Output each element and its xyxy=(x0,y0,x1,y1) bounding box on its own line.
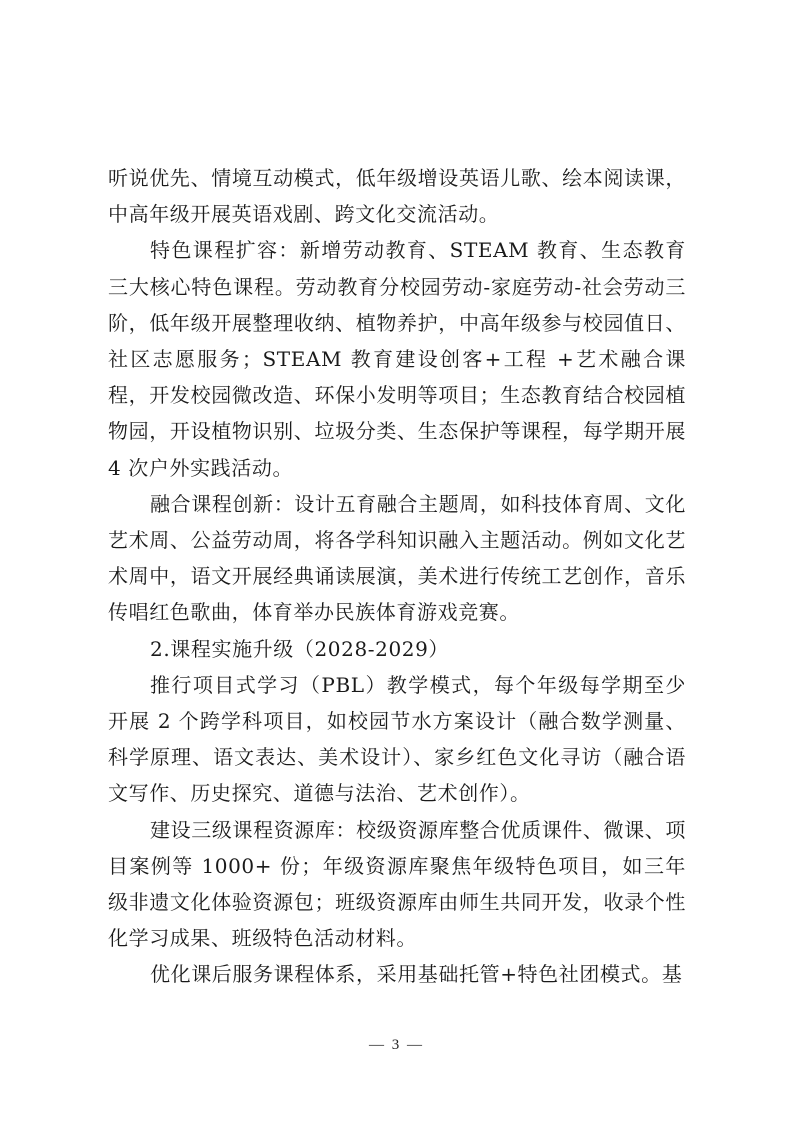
paragraph-4: 推行项目式学习（PBL）教学模式，每个年级每学期至少开展 2 个跨学科项目，如校园节水方案设计（融合数学测量、科学原理、语文表达、美术设计）、家乡红色文化寻访（融合语文写作、历史探究、道德与法治、艺术创作）。 xyxy=(108,672,686,806)
page-number: — 3 — xyxy=(369,1037,424,1053)
document-body xyxy=(108,160,686,993)
paragraph-1: 听说优先、情境互动模式，低年级增设英语儿歌、绘本阅读课，中高年级开展英语戏剧、跨文化交流活动。 xyxy=(108,166,686,227)
paragraph-2: 特色课程扩容：新增劳动教育、STEAM 教育、生态教育三大核心特色课程。劳动教育分校园劳动-家庭劳动-社会劳动三阶，低年级开展整理收纳、植物养护，中高年级参与校园值日、社区志愿服务；STEAM 教育建设创客+工程 +艺术融合课程，开发校园微改造、环保小发明等项目；生态教育结合校园植物园，开设植物识别、垃圾分类、生态保护等课程，每学期开展 4 次户外实践活动。 xyxy=(108,238,686,480)
paragraph-6: 优化课后服务课程体系，采用基础托管+特色社团模式。基 xyxy=(150,962,683,987)
section-heading: 2.课程实施升级（2028-2029） xyxy=(150,636,450,661)
paragraph-5: 建设三级课程资源库：校级资源库整合优质课件、微课、项目案例等 1000+ 份；年级资源库聚焦年级特色项目，如三年级非遗文化体验资源包；班级资源库由师生共同开发，收录个性化学习成果、班级特色活动材料。 xyxy=(108,817,686,951)
paragraph-3: 融合课程创新：设计五育融合主题周，如科技体育周、文化艺术周、公益劳动周，将各学科知识融入主题活动。例如文化艺术周中，语文开展经典诵读展演，美术进行传统工艺创作，音乐传唱红色歌曲，体育举办民族体育游戏竞赛。 xyxy=(108,491,686,625)
